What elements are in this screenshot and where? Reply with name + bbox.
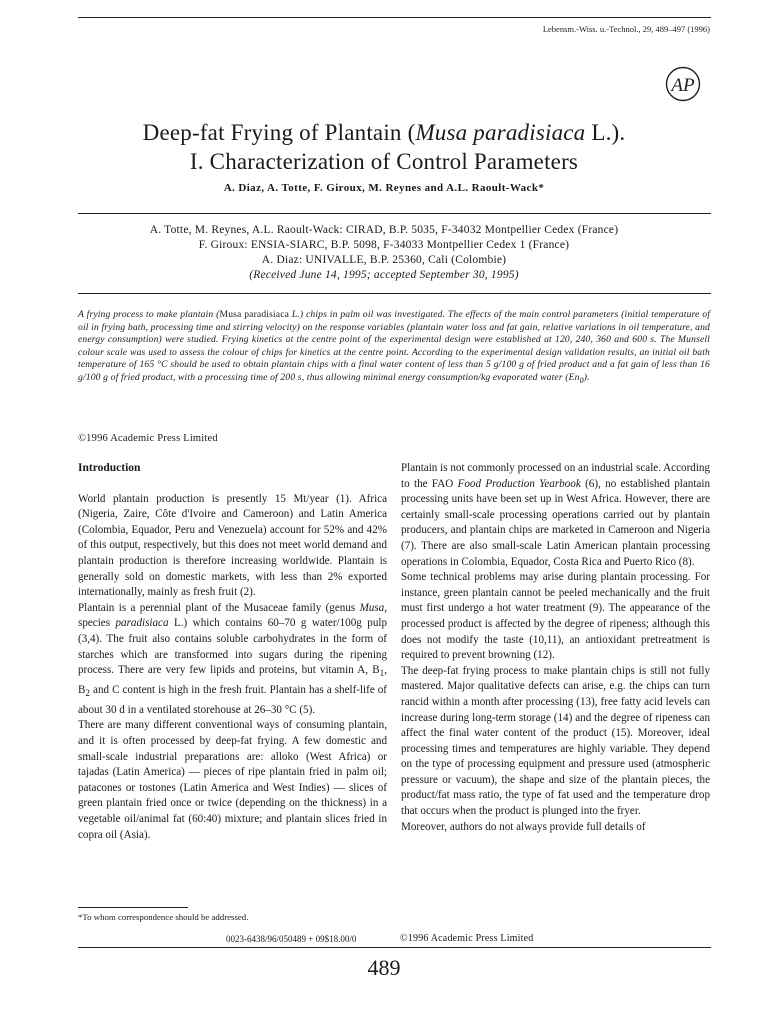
abstract-copyright: ©1996 Academic Press Limited — [78, 433, 218, 444]
title-line-2: I. Characterization of Control Parameters — [189, 149, 579, 174]
received-dates: (Received June 14, 1995; accepted September 30, 1995) — [249, 269, 519, 281]
footnote-rule — [78, 907, 188, 908]
article-title — [0, 118, 768, 176]
author-rule — [78, 213, 711, 214]
affiliation-univalle: A. Diaz: UNIVALLE, B.P. 25360, Cali (Colombie) — [261, 254, 507, 266]
paragraph: Plantain is not commonly processed on an industrial scale. According to the FAO Food Production Yearbook (6), no established plantain processing units have been set up in West Africa. However, there are certainly small-scale processing operations carried out by plantain producers, and plantain chips are marketed in Cameroon and Nigeria (7). There are also small-scale Latin American plantain processing operations in Colombia, Equador, Costa Rica and Puerto Rico (8). — [401, 462, 710, 568]
left-column — [78, 461, 387, 843]
title-line-1: Deep-fat Frying of Plantain (Musa paradisiaca L.). — [142, 120, 626, 145]
paragraph: Plantain is a perennial plant of the Musaceae family (genus Musa, species paradisiaca L.) which contains 60–70 g water/100g pulp (3,4). The fruit also contains soluble carbohydrates in the form of starches which are transformed into sugars during the ripening process. There are very few lipids and proteins, but vitamin A, $B_1$, $B_2$ and C content is high in the fresh fruit. Plantain has a shelf-life of about 30 d in a ventilated storehouse at 26–30 °C (5). — [78, 601, 387, 716]
affiliations — [0, 223, 768, 283]
footer-copyright: ©1996 Academic Press Limited — [400, 933, 534, 944]
footer-rule — [78, 947, 711, 948]
paragraph: The deep-fat frying process to make plantain chips is still not fully mastered. Major qualitative defects can arise, e.g. the chips can turn rancid within a month after processing (13), free fatty acid levels can increase during long-term storage (14) and the degree of ripeness can affect the final water content of the product (15). Moreover, ideal processing times and temperatures are highly variable. They depend on the type of processing equipment and pressure used (atmospheric pressure or vacuum), the shape and size of the plantain pieces, the product/fat mass ratio, the type of fat used and the temperature drop that occurs when the product is plunged into the fryer. — [401, 664, 710, 818]
footnote: *To whom correspondence should be addressed. — [78, 912, 249, 922]
affiliation-cirad: A. Totte, M. Reynes, A.L. Raoult-Wack: CIRAD, B.P. 5035, F-34032 Montpellier Cedex (France) — [149, 224, 619, 236]
author-list: A. Diaz, A. Totte, F. Giroux, M. Reynes and A.L. Raoult-Wack* — [223, 182, 545, 194]
abstract: A frying process to make plantain (Musa paradisiaca L.) chips in palm oil was investigated. The effects of the main control parameters (initial temperature of oil in frying bath, processing time and stirring velocity) on the response variables (plantain water loss and fat gain, relative variations in oil temperature, and energy consumption) were studied. Frying kinetics at the centre point of the experimental design were established at 120, 240, 360 and 600 s. The Munsell colour scale was used to assess the colour of chips for kinetics at the centre point. According to the experimental design validation results, an initial oil bath temperature of 165 °C should be used to obtain plantain chips with a final water content of less than 5 g/100 g of fried product and a fat gain of less than 16 g/100 g of fried product, with a processing time of 200 s, thus allowing minimal energy consumption/kg evaporated water $(En_0)$. — [78, 309, 711, 385]
affiliation-ensia: F. Giroux: ENSIA-SIARC, B.P. 5098, F-34033 Montpellier Cedex 1 (France) — [198, 239, 570, 251]
title-species: Musa paradisiaca — [415, 120, 586, 145]
page-number: 489 — [367, 955, 401, 980]
paragraph: Moreover, authors do not always provide full details of — [401, 820, 646, 833]
right-column — [401, 461, 710, 835]
paragraph: Some technical problems may arise during plantain processing. For instance, green plantain cannot be peeled mechanically and the fruit must first undergo a hot water treatment (9). The appearance of the processed product is affected by the degree of ripeness; although this does not modify the taste (10,11), an antioxidant pretreatment is required to prevent browning (12). — [401, 571, 710, 662]
publisher-logo — [665, 66, 701, 102]
paragraph: There are many different conventional ways of consuming plantain, and it is often processed by deep-fat frying. A few domestic and small-scale industrial preparations are: alloko (West Africa) or tajadas (Latin America) — pieces of ripe plantain fried in palm oil; patacones or tostones (Latin America and West Indies) — slices of green plantain fried once or twice (depending on the thickness) in a vegetable oil/animal fat (60:40) mixture; and plantain slices fried in copra oil (Asia). — [78, 719, 387, 841]
article-code: 0023-6438/96/050489 + 09$18.00/0 — [226, 934, 357, 944]
paragraph: World plantain production is presently 15 Mt/year (1). Africa (Nigeria, Zaire, Côte d'Ivoire and Cameroon) and Latin America (Colombia, Equador, Peru and Venezuela) account for 52% and 42% of this output, respectively, but this does not meet world demand and plantain production is therefore increasing worldwide. Plantain is generally sold on domestic markets, with less than 2% exported internationally, mainly as fresh fruit (2). — [78, 492, 387, 599]
logo-text: AP — [671, 75, 695, 96]
abstract-rule — [78, 293, 711, 294]
top-rule — [78, 17, 711, 18]
section-heading-introduction: Introduction — [78, 462, 141, 474]
journal-reference: Lebensm.-Wiss. u.-Technol., 29, 489–497 (1996) — [542, 24, 710, 34]
